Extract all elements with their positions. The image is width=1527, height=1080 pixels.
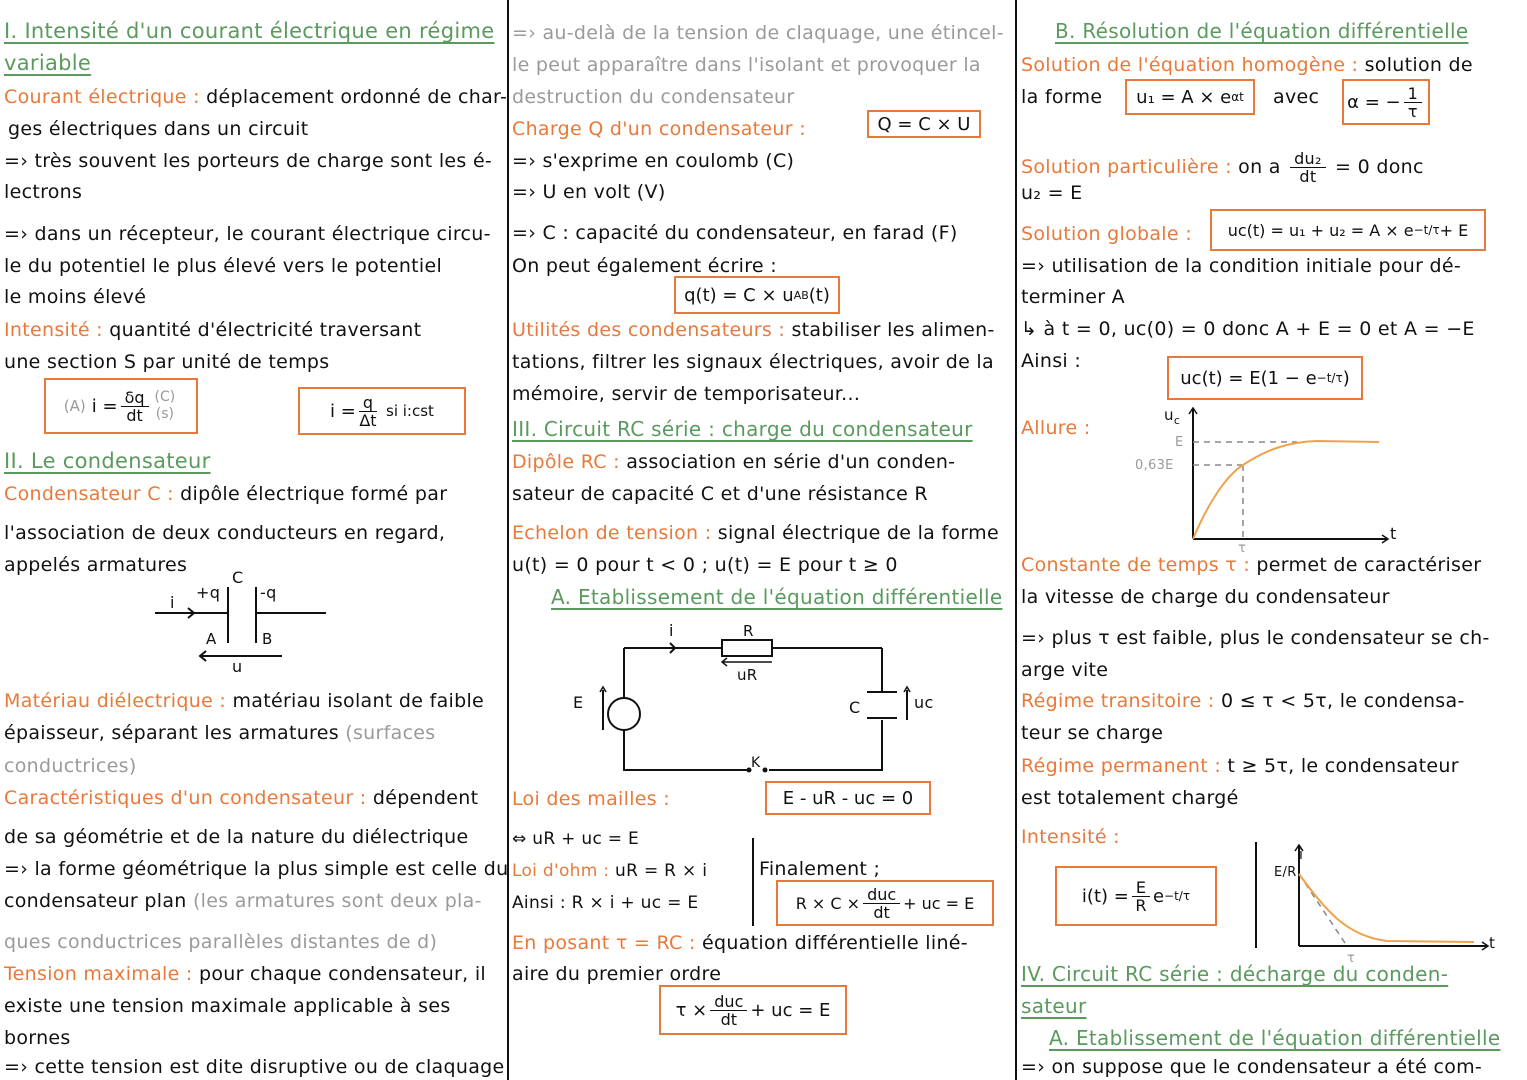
circuit-label-uc: uc: [914, 693, 934, 712]
diagram-label-minus-q: -q: [260, 583, 277, 602]
text-line: On peut également écrire :: [512, 255, 777, 277]
exponent: −t/τ: [1164, 889, 1191, 903]
formula-box-globale: [1210, 209, 1486, 251]
section-title-4: IV. Circuit RC série : décharge du conden-: [1021, 962, 1449, 986]
circuit-label-e: E: [573, 693, 584, 712]
text-line: mémoire, servir de temporisateur...: [512, 383, 861, 405]
fraction: [1404, 85, 1422, 120]
text-line: terminer A: [1021, 286, 1125, 308]
circuit-label-i: i: [669, 621, 674, 640]
text-line: aire du premier ordre: [512, 963, 722, 985]
mailles-term: Loi des mailles :: [512, 788, 670, 810]
formula: uR = R × i: [609, 861, 708, 881]
formula-rhs: + uc = E: [903, 893, 975, 913]
formula-box-charge: Q = C × U: [867, 110, 981, 138]
term: Tension maximale :: [4, 963, 193, 985]
term: Intensité :: [4, 319, 103, 341]
intensite-definition: [4, 319, 421, 341]
text-avec: avec: [1273, 86, 1320, 108]
numerator: q: [359, 394, 377, 412]
axis-tick-tau: τ: [1238, 541, 1247, 556]
formula-box-final: [776, 880, 994, 926]
denominator: τ: [1407, 101, 1418, 121]
term: Solution de l'équation homogène :: [1021, 54, 1359, 76]
units: [155, 389, 176, 423]
denominator: dt: [126, 405, 143, 425]
text-line: de sa géométrie et de la nature du diélectrique: [4, 826, 469, 848]
definition-text: solution de: [1358, 54, 1473, 76]
formula-end: ): [1342, 367, 1350, 389]
constante-temps-definition: [1021, 554, 1481, 576]
exponent: −t/τ: [1413, 223, 1440, 237]
text-line: ↳ à t = 0, uc(0) = 0 donc A + E = 0 et A = −E: [1021, 318, 1475, 340]
text-line: l'association de deux conducteurs en regard,: [4, 522, 446, 544]
definition-text: association en série d'un conden-: [619, 451, 956, 473]
definition-text: déplacement ordonné de char-: [199, 86, 508, 108]
diagram-label-plus-q: +q: [196, 583, 221, 602]
exponential: e: [1152, 885, 1165, 907]
term: Régime permanent :: [1021, 755, 1222, 777]
text-line: =› la forme géométrique la plus simple est celle du: [4, 858, 509, 880]
subsection-title-4a: A. Etablissement de l'équation différentielle: [1049, 1026, 1501, 1050]
text-line: u(t) = 0 pour t < 0 ; u(t) = E pour t ≥ 0: [512, 554, 898, 576]
exponent: αt: [1231, 90, 1244, 104]
globale-term: Solution globale :: [1021, 223, 1192, 245]
formula-lhs: R × C ×: [795, 893, 861, 913]
formula-box-mailles: E - uR - uc = 0: [765, 781, 931, 815]
text-line: =› on suppose que le condensateur a été com-: [1021, 1056, 1483, 1078]
denominator: dt: [873, 902, 890, 922]
posant-definition: [512, 932, 968, 954]
term: Condensateur C :: [4, 483, 174, 505]
numerator: δq: [121, 389, 149, 407]
term: Caractéristiques d'un condensateur :: [4, 787, 367, 809]
section-title-2: II. Le condensateur: [4, 449, 211, 473]
text-line: teur se charge: [1021, 722, 1164, 744]
definition-text: on a: [1231, 156, 1281, 178]
note-line: conductrices): [4, 755, 137, 777]
subscript: AB: [793, 288, 809, 302]
vertical-separator: [752, 838, 754, 926]
subsection-title-a: A. Etablissement de l'équation différentielle: [551, 585, 1003, 609]
note-text: (les armatures sont deux pla-: [192, 890, 482, 912]
diagram-label-c: C: [232, 568, 244, 587]
text-line: =› utilisation de la condition initiale pour dé-: [1021, 255, 1462, 277]
note-line: le peut apparaître dans l'isolant et provoquer la: [512, 54, 981, 76]
term: Utilités des condensateurs :: [512, 319, 786, 341]
text-line: Ainsi : R × i + uc = E: [512, 893, 699, 913]
denominator: R: [1135, 895, 1147, 915]
formula-box-q-t: [674, 276, 840, 314]
term: Courant électrique :: [4, 86, 200, 108]
axis-label-uc: $u_c$: [1164, 406, 1181, 427]
formula-lhs: τ ×: [675, 999, 708, 1021]
particuliere-definition: [1021, 150, 1424, 185]
definition-text: t ≥ 5τ, le condensateur: [1221, 755, 1459, 777]
condition: si i:cst: [386, 402, 434, 420]
text: épaisseur, séparant les armatures: [4, 722, 346, 744]
text-line: le moins élevé: [4, 286, 147, 308]
formula: q(t) = C × u: [684, 284, 794, 306]
intensite-term: Intensité :: [1021, 826, 1120, 848]
numerator: du₂: [1290, 150, 1326, 168]
text-line: la vitesse de charge du condensateur: [1021, 586, 1390, 608]
axis-tick-e: E: [1175, 435, 1184, 450]
courant-definition: [4, 86, 507, 108]
text-line: Finalement ;: [759, 858, 881, 880]
fraction: [1132, 879, 1150, 914]
formula-box-intensite: [44, 378, 198, 434]
fraction: [1290, 150, 1326, 185]
text-line: la forme: [1021, 86, 1103, 108]
unit: (A): [63, 397, 86, 415]
definition-text: quantité d'électricité traversant: [102, 319, 422, 341]
condensateur-definition: [4, 483, 447, 505]
definition-text: dipôle électrique formé par: [173, 483, 448, 505]
diagram-label-i: i: [170, 593, 175, 612]
formula-lhs: i(t) =: [1081, 885, 1129, 907]
formula-box-alpha: [1342, 79, 1430, 125]
unit: (C): [154, 389, 176, 405]
formula-box-homogene: [1125, 79, 1255, 115]
term: Matériau diélectrique :: [4, 690, 227, 712]
column-3: [1017, 0, 1527, 1080]
text-line: [4, 722, 436, 744]
formula: uc(t) = E(1 − e: [1180, 367, 1317, 389]
formula-box-solution: [1167, 356, 1363, 400]
text-line: =› plus τ est faible, plus le condensateur se ch-: [1021, 627, 1490, 649]
charge-curve-chart: [1117, 405, 1407, 555]
term: Loi d'ohm :: [512, 861, 610, 881]
ohm-definition: [512, 860, 707, 882]
column-1: [0, 0, 507, 1080]
formula: uc(t) = u₁ + u₂ = A × e: [1227, 220, 1414, 240]
permanent-definition: [1021, 755, 1459, 777]
text-line: ⇔ uR + uc = E: [512, 829, 640, 849]
homogene-definition: [1021, 54, 1473, 76]
text-line: sateur de capacité C et d'une résistance R: [512, 483, 928, 505]
formula: u₁ = A × e: [1136, 86, 1232, 108]
numerator: duc: [863, 886, 900, 904]
formula-end: (t): [808, 284, 830, 306]
diagram-label-a: A: [206, 630, 217, 648]
dipole-rc-definition: [512, 451, 955, 473]
text-line: =› dans un récepteur, le courant électrique circu-: [4, 223, 491, 245]
definition-text: 0 ≤ τ < 5τ, le condensa-: [1214, 690, 1465, 712]
circuit-label-ur: uR: [737, 666, 758, 684]
definition-text: stabiliser les alimen-: [785, 319, 995, 341]
text-line: =› C : capacité du condensateur, en farad (F): [512, 222, 958, 244]
definition-text: pour chaque condensateur, il: [192, 963, 486, 985]
text: = 0 donc: [1335, 156, 1424, 178]
utilites-definition: [512, 319, 995, 341]
caracteristiques-definition: [4, 787, 478, 809]
axis-tick-tau: τ: [1347, 951, 1356, 966]
text-line: =› s'exprime en coulomb (C): [512, 150, 795, 172]
formula-box-intensite-t: [1055, 866, 1217, 926]
numerator: 1: [1404, 85, 1422, 103]
numerator: duc: [710, 993, 747, 1011]
text-line: une section S par unité de temps: [4, 351, 330, 373]
denominator: dt: [1299, 167, 1317, 186]
formula-lhs: i =: [91, 395, 118, 417]
section-title-1: I. Intensité d'un courant électrique en régime: [4, 19, 495, 43]
fraction: [359, 394, 377, 429]
text-line: Ainsi :: [1021, 350, 1082, 372]
axis-tick-e-over-r: E/R: [1274, 865, 1297, 880]
allure-term: Allure :: [1021, 417, 1091, 439]
note-line: ques conductrices parallèles distantes de d): [4, 931, 438, 953]
text-line: appelés armatures: [4, 554, 188, 576]
intensity-curve-chart: [1287, 842, 1497, 952]
formula-end: + E: [1439, 220, 1469, 240]
fraction: [121, 389, 149, 424]
section-title-1-cont: variable: [4, 51, 92, 75]
numerator: E: [1132, 879, 1150, 897]
circuit-label-r: R: [743, 622, 754, 640]
text-line: ges électriques dans un circuit: [8, 118, 309, 140]
vertical-separator: [1255, 842, 1257, 948]
dielectrique-definition: [4, 690, 484, 712]
diagram-label-u: u: [232, 657, 243, 676]
circuit-label-c: C: [849, 698, 861, 717]
text-line: =› U en volt (V): [512, 181, 666, 203]
charge-term: Charge Q d'un condensateur :: [512, 118, 806, 140]
text-line: bornes: [4, 1027, 71, 1049]
text-line: tations, filtrer les signaux électriques, avoir de la: [512, 351, 994, 373]
unit: (s): [155, 406, 174, 422]
exponent: −t/τ: [1316, 371, 1343, 385]
text-line: le du potentiel le plus élevé vers le potentiel: [4, 255, 443, 277]
note-line: destruction du condensateur: [512, 86, 795, 108]
fraction: [710, 993, 747, 1028]
axis-label-i: i: [1299, 847, 1304, 863]
text-line: =› cette tension est dite disruptive ou de claquage: [4, 1056, 505, 1078]
formula-rhs: + uc = E: [750, 999, 831, 1021]
text-line: arge vite: [1021, 659, 1109, 681]
term: Dipôle RC :: [512, 451, 620, 473]
note-line: =› au-delà de la tension de claquage, une étincel-: [512, 22, 1004, 44]
note-text: (surfaces: [345, 722, 436, 744]
term: En posant τ = RC :: [512, 932, 696, 954]
definition-text: matériau isolant de faible: [226, 690, 485, 712]
text-line: est totalement chargé: [1021, 787, 1239, 809]
formula-lhs: i =: [330, 400, 356, 422]
subsection-title-b: B. Résolution de l'équation différentielle: [1055, 19, 1469, 43]
formula-box-tau: [659, 985, 847, 1035]
fraction: [863, 886, 900, 921]
echelon-definition: [512, 522, 999, 544]
definition-text: dépendent: [366, 787, 479, 809]
denominator: dt: [720, 1009, 738, 1029]
axis-label-t: t: [1489, 934, 1496, 952]
term: Echelon de tension :: [512, 522, 712, 544]
circuit-label-k: K: [751, 755, 761, 771]
text-line: =› très souvent les porteurs de charge sont les é-: [4, 150, 493, 172]
text-line: u₂ = E: [1021, 182, 1083, 204]
tension-definition: [4, 963, 486, 985]
text-line: existe une tension maximale applicable à ses: [4, 995, 451, 1017]
definition-text: permet de caractériser: [1250, 554, 1482, 576]
formula-lhs: α = −: [1347, 91, 1401, 113]
term: Constante de temps τ :: [1021, 554, 1251, 576]
definition-text: signal électrique de la forme: [711, 522, 999, 544]
diagram-label-b: B: [262, 630, 273, 648]
capacitor-diagram: [150, 565, 340, 675]
axis-tick-063e: 0,63E: [1135, 458, 1174, 473]
section-title-3: III. Circuit RC série : charge du condensateur: [512, 417, 973, 441]
text: condensateur plan: [4, 890, 193, 912]
formula-box-intensite-constant: [298, 387, 466, 435]
axis-label-t: t: [1390, 524, 1397, 543]
definition-text: équation différentielle liné-: [695, 932, 968, 954]
section-title-4-cont: sateur: [1021, 994, 1087, 1018]
denominator: Δt: [359, 410, 377, 430]
text-line: lectrons: [4, 181, 83, 203]
column-2: [509, 0, 1015, 1080]
term: Régime transitoire :: [1021, 690, 1215, 712]
transitoire-definition: [1021, 690, 1465, 712]
text-line: [4, 890, 482, 912]
term: Solution particulière :: [1021, 156, 1232, 178]
